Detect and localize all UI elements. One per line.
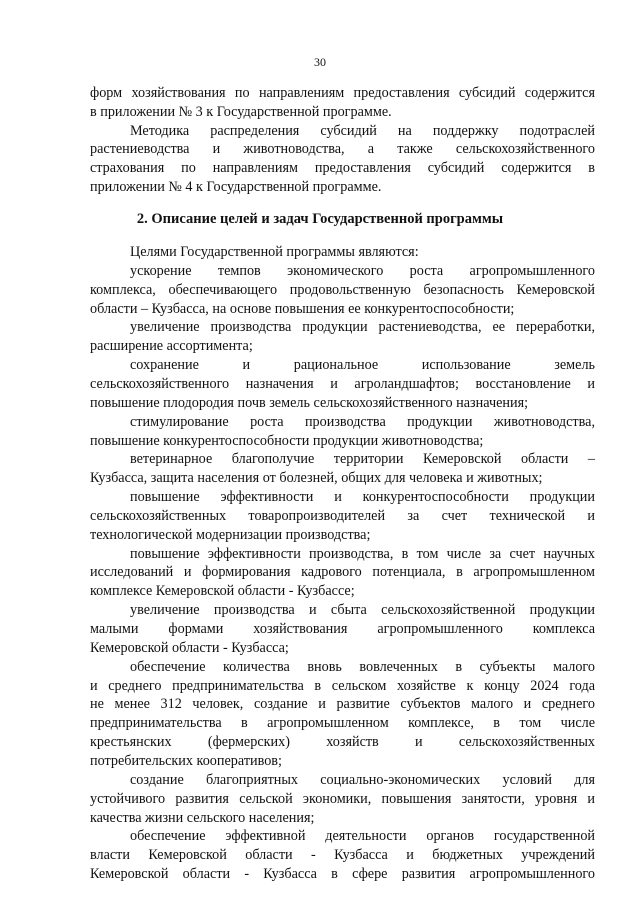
text-line: Целями Государственной программы являются: — [130, 244, 419, 260]
text-line: увеличение производства и сбыта сельскохозяйственной продукции — [130, 602, 595, 619]
text-line: Кемеровской области - Кузбасса в сфере развития агропромышленного — [90, 866, 595, 883]
text-line: обеспечение эффективной деятельности органов государственной — [130, 828, 595, 845]
text-line: повышение эффективности и конкурентоспособности продукции — [130, 489, 595, 506]
text-line: исследований и формирования кадрового потенциала, в агропромышленном — [90, 564, 595, 581]
text-line: стимулирование роста производства продукции животноводства, — [130, 413, 595, 430]
text-line: создание благоприятных социально-экономических условий для — [130, 771, 595, 788]
text-line: в приложении № 3 к Государственной программе. — [90, 103, 392, 120]
text-line: сельскохозяйственного назначения и агроландшафтов; восстановление и — [90, 375, 595, 392]
text-line: качества жизни сельского населения; — [90, 809, 315, 826]
text-line: обеспечение количества вновь вовлеченных в субъекты малого — [130, 658, 595, 675]
text-line: крестьянских (фермерских) хозяйств и сельскохозяйственных — [90, 734, 595, 751]
text-line: Методика распределения субсидий на поддержку подотраслей — [130, 122, 595, 139]
text-line: Кузбасса, защита населения от болезней, общих для человека и животных; — [90, 470, 543, 487]
text-line: расширение ассортимента; — [90, 338, 253, 355]
text-line: ветеринарное благополучие территории Кемеровской области – — [130, 451, 595, 468]
text-line: власти Кемеровской области - Кузбасса и бюджетных учреждений — [90, 847, 595, 864]
section-heading: 2. Описание целей и задач Государственной программы — [136, 211, 504, 227]
text-line: сохранение и рациональное использование земель — [130, 357, 595, 374]
text-line: и среднего предпринимательства в сельском хозяйстве к концу 2024 года — [90, 677, 595, 694]
text-line: комплекса, обеспечивающего продовольственную безопасность Кемеровской — [90, 281, 595, 298]
text-line: приложении № 4 к Государственной программе. — [90, 179, 382, 195]
page-number: 30 — [314, 55, 326, 69]
text-line: устойчивого развития сельской экономики, повышения занятости, уровня и — [90, 790, 595, 807]
text-line: повышение эффективности производства, в том числе за счет научных — [130, 545, 595, 562]
text-line: Кемеровской области - Кузбасса; — [90, 639, 289, 656]
text-line: страхования по направлениям предоставления субсидий содержится в — [90, 160, 595, 177]
text-line: увеличение производства продукции растениеводства, ее переработки, — [130, 319, 595, 336]
text-line: комплексе Кемеровской области - Кузбассе; — [90, 583, 355, 600]
text-line: растениеводства и животноводства, а также сельскохозяйственного — [90, 141, 595, 158]
text-line: технологической модернизации производства; — [90, 526, 371, 543]
text-line: форм хозяйствования по направлениям предоставления субсидий содержится — [90, 85, 595, 101]
text-line: малыми формами хозяйствования агропромышленного комплекса — [90, 621, 595, 637]
text-line: ускорение темпов экономического роста агропромышленного — [130, 262, 595, 279]
text-line: не менее 312 человек, создание и развитие субъектов малого и среднего — [90, 696, 595, 713]
text-line: области – Кузбасса, на основе повышения ее конкурентоспособности; — [90, 300, 515, 317]
text-line: сельскохозяйственных товаропроизводителей за счет технической и — [90, 507, 595, 524]
text-line: предпринимательства в агропромышленном комплексе, в том числе — [90, 715, 595, 732]
text-line: повышение конкурентоспособности продукции животноводства; — [90, 432, 484, 449]
text-line: повышение плодородия почв земель сельскохозяйственного назначения; — [90, 394, 529, 411]
text-line: потребительских кооперативов; — [90, 752, 282, 769]
